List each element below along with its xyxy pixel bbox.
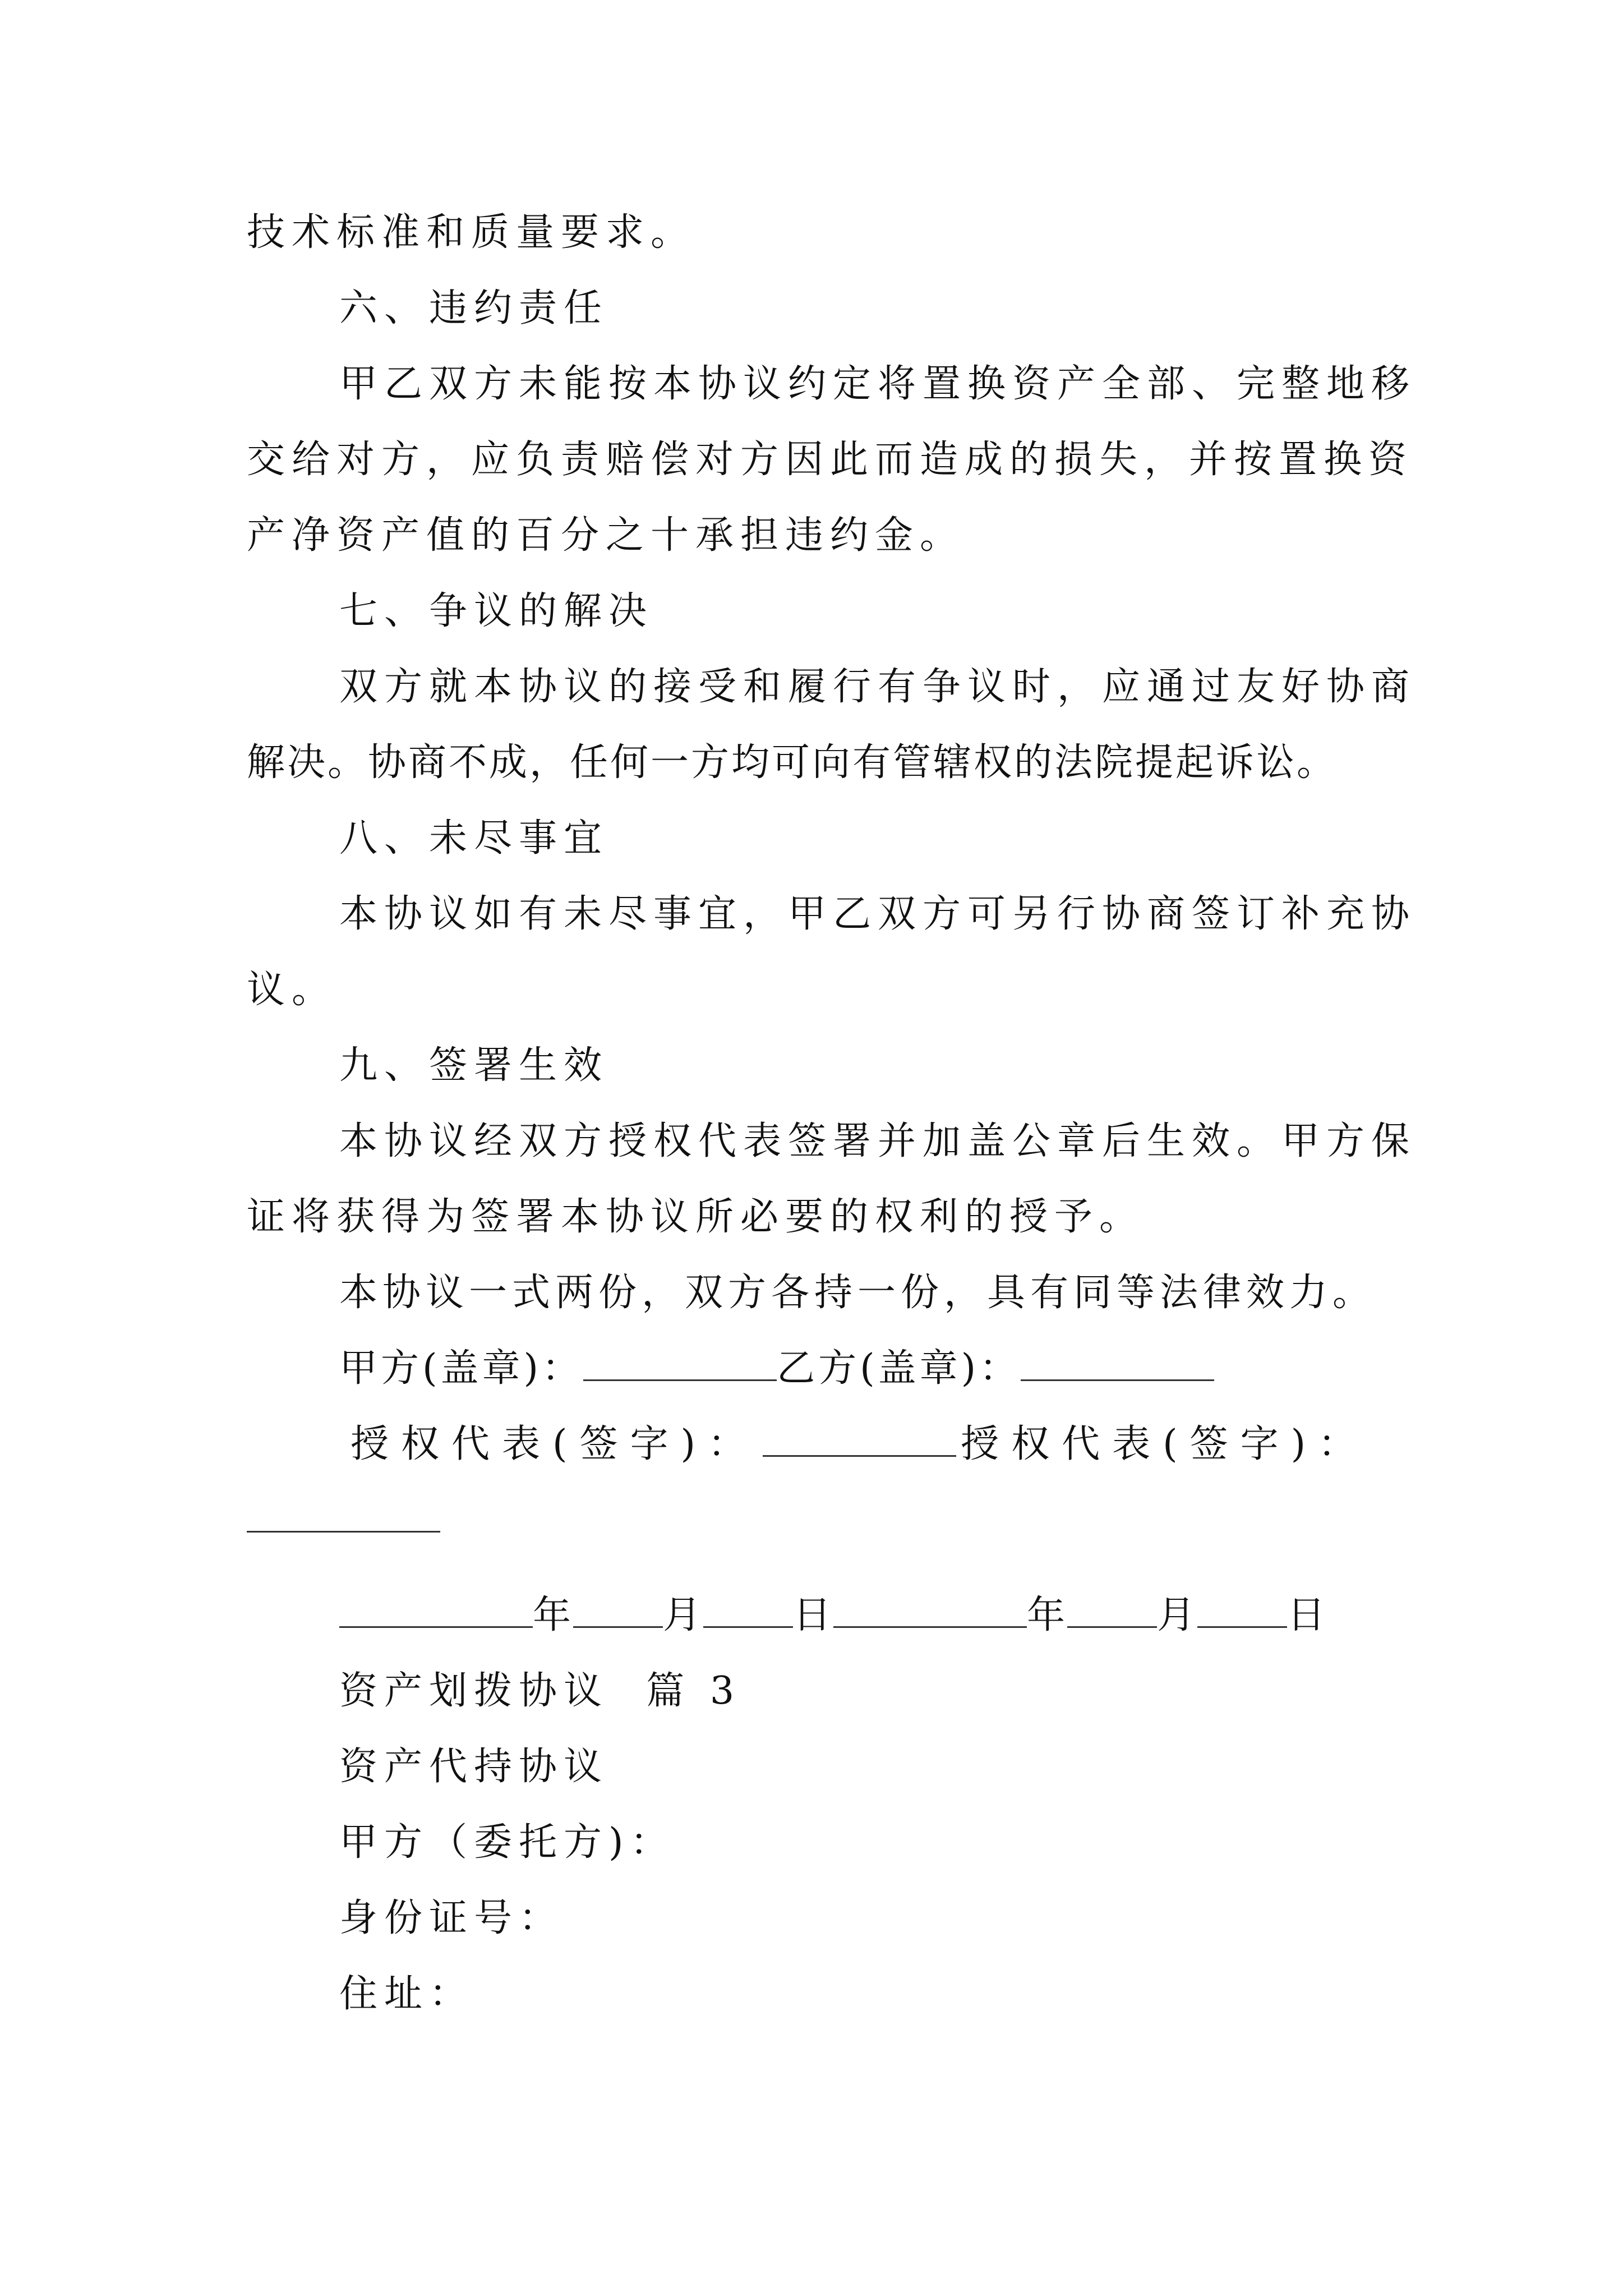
date-a-year-blank[interactable] xyxy=(339,1594,533,1628)
paragraph-line: 议。 xyxy=(247,968,337,1012)
section-heading: 九、签署生效 xyxy=(339,1043,609,1088)
representative-b-label: 授权代表(签字)： xyxy=(961,1422,1369,1466)
section-heading: 七、争议的解决 xyxy=(339,589,654,633)
date-a-month-label: 月 xyxy=(663,1593,704,1637)
date-line xyxy=(339,1590,1327,1641)
party-b-seal-label: 乙方(盖章)： xyxy=(777,1346,1021,1391)
representative-line xyxy=(351,1419,1368,1470)
paragraph-line: 证将获得为签署本协议所必要的权利的授予。 xyxy=(247,1195,1145,1239)
date-a-year-label: 年 xyxy=(533,1593,574,1637)
date-b-day-label: 日 xyxy=(1287,1593,1328,1637)
paragraph-line: 本协议经双方授权代表签署并加盖公章后生效。甲方保 xyxy=(339,1119,1417,1163)
date-b-year-blank[interactable] xyxy=(833,1594,1027,1628)
representative-a-label: 授权代表(签字)： xyxy=(351,1422,759,1466)
date-a-day-blank[interactable] xyxy=(703,1594,793,1628)
party-a-seal-label: 甲方(盖章)： xyxy=(339,1346,584,1391)
address-label: 住址： xyxy=(339,1972,474,2016)
date-b-month-blank[interactable] xyxy=(1067,1594,1157,1628)
section-heading: 八、未尽事宜 xyxy=(339,816,609,861)
party-a-label: 甲方（委托方)： xyxy=(339,1820,675,1865)
date-a-day-label: 日 xyxy=(793,1593,834,1637)
representative-a-blank[interactable] xyxy=(763,1423,956,1457)
seal-line xyxy=(339,1343,1214,1394)
representative-b-blank[interactable] xyxy=(247,1498,440,1533)
party-a-seal-blank[interactable] xyxy=(583,1347,777,1381)
paragraph-line: 双方就本协议的接受和履行有争议时，应通过友好协商 xyxy=(339,665,1417,709)
paragraph-line: 本协议如有未尽事宜，甲乙双方可另行协商签订补充协 xyxy=(339,892,1417,936)
representative-b-line xyxy=(247,1495,440,1545)
paragraph-line: 本协议一式两份，双方各持一份，具有同等法律效力。 xyxy=(339,1271,1376,1315)
date-a-month-blank[interactable] xyxy=(573,1594,663,1628)
party-b-seal-blank[interactable] xyxy=(1021,1347,1214,1381)
agreement-title: 资产划拨协议 篇 3 xyxy=(339,1669,741,1713)
id-number-label: 身份证号： xyxy=(339,1896,564,1940)
paragraph-line: 交给对方，应负责赔偿对方因此而造成的损失，并按置换资 xyxy=(247,438,1414,482)
date-b-year-label: 年 xyxy=(1027,1593,1068,1637)
date-b-month-label: 月 xyxy=(1157,1593,1198,1637)
paragraph-line: 解决。协商不成，任何一方均可向有管辖权的法院提起诉讼。 xyxy=(247,740,1338,785)
paragraph-line: 甲乙双方未能按本协议约定将置换资产全部、完整地移 xyxy=(339,362,1417,406)
agreement-subtitle: 资产代持协议 xyxy=(339,1745,609,1789)
section-heading: 六、违约责任 xyxy=(339,286,609,330)
date-b-day-blank[interactable] xyxy=(1197,1594,1287,1628)
paragraph-line: 产净资产值的百分之十承担违约金。 xyxy=(247,513,965,558)
paragraph-line: 技术标准和质量要求。 xyxy=(247,210,696,255)
